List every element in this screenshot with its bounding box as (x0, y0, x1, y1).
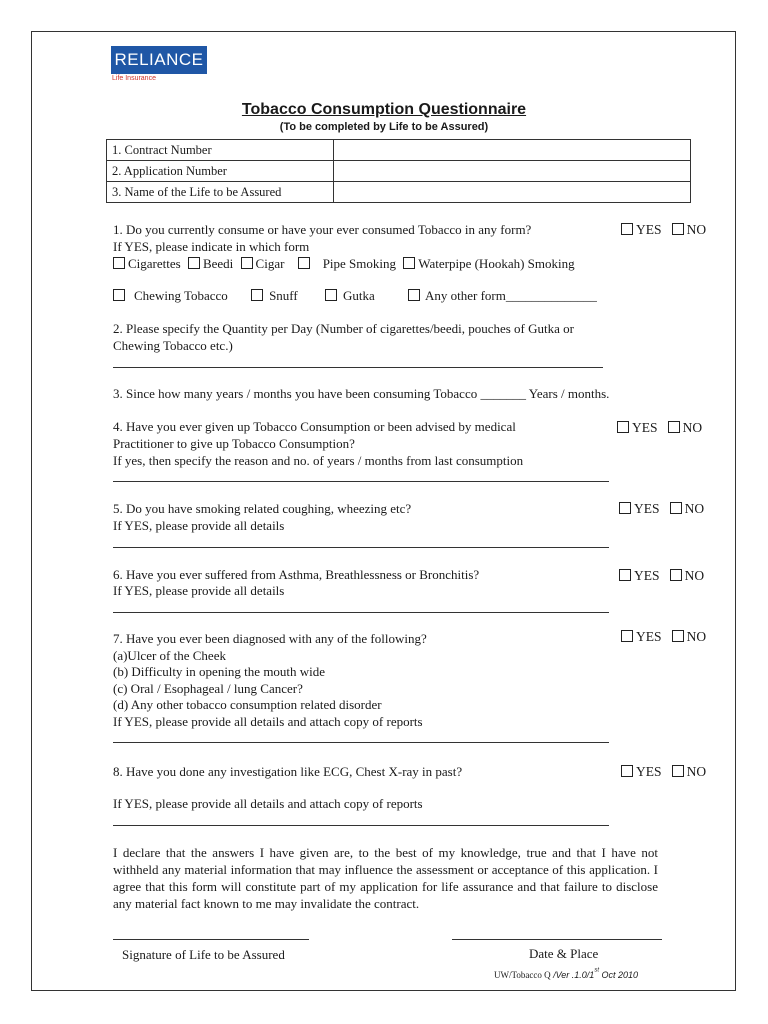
q7-yes-no (621, 629, 706, 645)
contract-number-label: 1. Contract Number (107, 140, 334, 161)
q5-answer-line[interactable] (113, 547, 609, 548)
q6-yes-no (619, 568, 704, 584)
no-label: NO (686, 764, 707, 779)
q5-no-checkbox[interactable] (670, 502, 682, 514)
no-label: NO (682, 420, 703, 435)
life-assured-name-field[interactable] (334, 182, 691, 203)
q5-yes-checkbox[interactable] (619, 502, 631, 514)
cigar-label: Cigar (255, 256, 285, 271)
q7-item-a: (a)Ulcer of the Cheek (113, 648, 226, 663)
q2-line1: 2. Please specify the Quantity per Day (Number of cigarettes/beedi, pouches of Gutka or (113, 321, 574, 336)
life-assured-name-label: 3. Name of the Life to be Assured (107, 182, 334, 203)
q8-line1: 8. Have you done any investigation like ECG, Chest X-ray in past? (113, 764, 463, 779)
table-row (107, 161, 691, 182)
q8-yes-no (621, 764, 706, 780)
q6-no-checkbox[interactable] (670, 569, 682, 581)
signature-label: Signature of Life to be Assured (122, 947, 285, 962)
date-place-label: Date & Place (529, 946, 599, 961)
page-subtitle: (To be completed by Life to be Assured) (279, 121, 489, 133)
q6-yes-checkbox[interactable] (619, 569, 631, 581)
q6-line1: 6. Have you ever suffered from Asthma, Breathlessness or Bronchitis? (113, 567, 480, 582)
policy-info-table (106, 139, 691, 203)
q1-yes-no (621, 222, 706, 238)
waterpipe-label: Waterpipe (Hookah) Smoking (418, 256, 575, 271)
q7-no-checkbox[interactable] (672, 630, 684, 642)
beedi-label: Beedi (202, 256, 234, 271)
beedi-checkbox[interactable] (188, 257, 200, 269)
q1-forms-row1 (113, 256, 575, 272)
reliance-logo: RELIANCE (111, 46, 207, 74)
q8-yes-checkbox[interactable] (621, 765, 633, 777)
q4-line1: 4. Have you ever given up Tobacco Consumption or been advised by medical (113, 419, 516, 434)
yes-label: YES (634, 568, 660, 583)
q7-line-last: If YES, please provide all details and attach copy of reports (113, 714, 423, 729)
snuff-label: Snuff (269, 288, 298, 303)
table-row (107, 140, 691, 161)
any-other-form-label: Any other form______________ (425, 288, 597, 303)
yes-label: YES (636, 629, 662, 644)
waterpipe-checkbox[interactable] (403, 257, 415, 269)
q1-forms-row2 (113, 288, 597, 304)
version-suffix: Oct 2010 (598, 970, 639, 980)
q4-line3: If yes, then specify the reason and no. of years / months from last consumption (113, 453, 524, 468)
q1-text: 1. Do you currently consume or have your ever consumed Tobacco in any form? (113, 222, 532, 237)
q1-no-checkbox[interactable] (672, 223, 684, 235)
pipe-smoking-label: Pipe Smoking (322, 256, 397, 271)
cigarettes-label: Cigarettes (128, 256, 181, 271)
application-number-field[interactable] (334, 161, 691, 182)
contract-number-field[interactable] (334, 140, 691, 161)
yes-label: YES (632, 420, 658, 435)
q7-yes-checkbox[interactable] (621, 630, 633, 642)
q7-item-d: (d) Any other tobacco consumption related disorder (113, 697, 382, 712)
no-label: NO (684, 568, 705, 583)
q1-sub: If YES, please indicate in which form (113, 239, 310, 254)
q2-answer-line[interactable] (113, 367, 603, 368)
q3-text: 3. Since how many years / months you have been consuming Tobacco _______ Years / months. (113, 386, 610, 401)
q5-yes-no (619, 501, 704, 517)
q4-answer-line[interactable] (113, 481, 609, 482)
q7-line1: 7. Have you ever been diagnosed with any of the following? (113, 631, 427, 646)
q8-line2: If YES, please provide all details and attach copy of reports (113, 796, 423, 811)
no-label: NO (684, 501, 705, 516)
snuff-checkbox[interactable] (251, 289, 263, 301)
no-label: NO (686, 222, 707, 237)
application-number-label: 2. Application Number (107, 161, 334, 182)
gutka-checkbox[interactable] (325, 289, 337, 301)
date-place-line[interactable] (452, 939, 662, 940)
version-note (494, 965, 638, 983)
yes-label: YES (636, 764, 662, 779)
chewing-tobacco-label: Chewing Tobacco (134, 288, 228, 303)
table-row (107, 182, 691, 203)
declaration-text: I declare that the answers I have given are, to the best of my knowledge, true and that I have not withheld any material information that may influence the assessment or acceptance of this application. I agree that this form will constitute part of my application for life assurance and that failure to disclose any material fact known to me may invalidate the contract. (113, 845, 658, 911)
q4-line2: Practitioner to give up Tobacco Consumption? (113, 436, 355, 451)
q1-yes-checkbox[interactable] (621, 223, 633, 235)
q4-no-checkbox[interactable] (668, 421, 680, 433)
page-title: Tobacco Consumption Questionnaire (241, 101, 527, 118)
version-sup: st (594, 967, 599, 974)
yes-label: YES (634, 501, 660, 516)
q6-line2: If YES, please provide all details (113, 583, 285, 598)
chewing-tobacco-checkbox[interactable] (113, 289, 125, 301)
yes-label: YES (636, 222, 662, 237)
any-other-form-checkbox[interactable] (408, 289, 420, 301)
q5-line2: If YES, please provide all details (113, 518, 285, 533)
cigarettes-checkbox[interactable] (113, 257, 125, 269)
q4-yes-checkbox[interactable] (617, 421, 629, 433)
q5-line1: 5. Do you have smoking related coughing, wheezing etc? (113, 501, 412, 516)
version-prefix: UW/Tobacco Q (494, 970, 551, 980)
signature-line[interactable] (113, 939, 309, 940)
q6-answer-line[interactable] (113, 612, 609, 613)
logo-subtext: Life Insurance (112, 75, 156, 82)
q7-answer-line[interactable] (113, 742, 609, 743)
q8-no-checkbox[interactable] (672, 765, 684, 777)
q4-yes-no (617, 420, 702, 436)
pipe-smoking-checkbox[interactable] (298, 257, 310, 269)
gutka-label: Gutka (342, 288, 375, 303)
q7-item-b: (b) Difficulty in opening the mouth wide (113, 664, 326, 679)
q8-answer-line[interactable] (113, 825, 609, 826)
cigar-checkbox[interactable] (241, 257, 253, 269)
q2-line2: Chewing Tobacco etc.) (113, 338, 233, 353)
version-text: /Ver .1.0/1 (550, 970, 595, 980)
no-label: NO (686, 629, 707, 644)
q7-item-c: (c) Oral / Esophageal / lung Cancer? (113, 681, 303, 696)
